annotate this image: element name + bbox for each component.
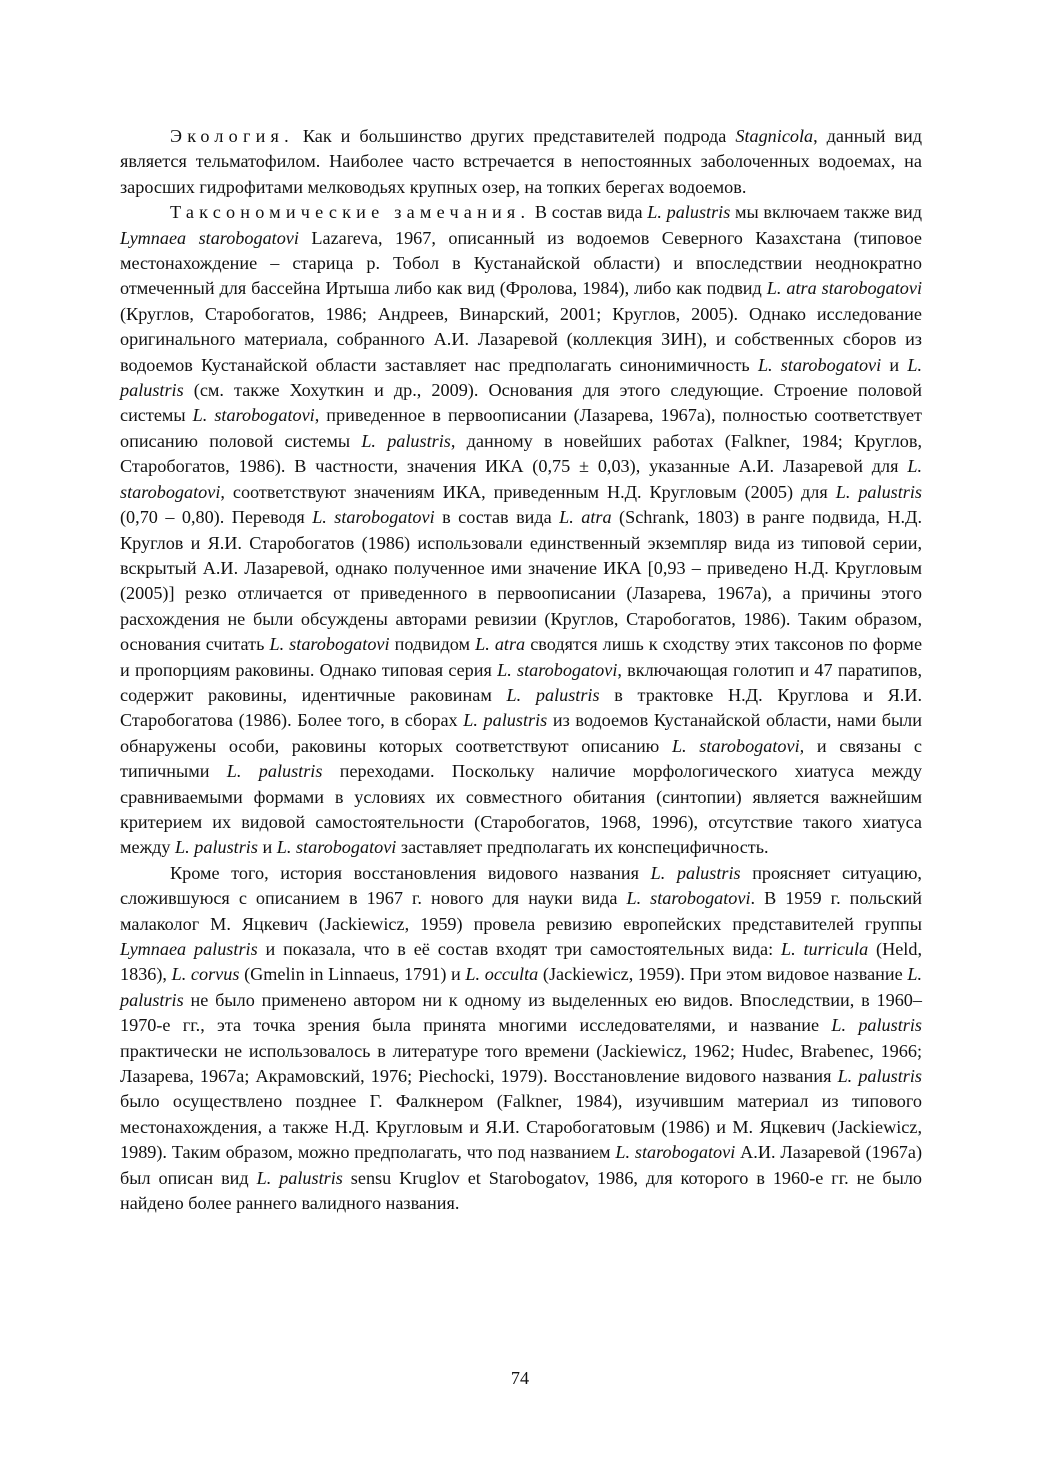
italic-taxon-name: L. corvus [171, 964, 240, 985]
italic-taxon-name: L. starobogatovi, [671, 735, 805, 756]
paragraph-taxonomic-remarks [120, 200, 922, 861]
text-run: мы включаем также вид [730, 202, 922, 223]
italic-taxon-name: L. palustris [835, 481, 922, 502]
text-run: В состав вида [530, 202, 648, 223]
italic-taxon-name: L. palustris [226, 761, 323, 782]
italic-taxon-name: L. palustris [647, 202, 731, 223]
paragraph-ecology [120, 124, 922, 200]
text-run: и [881, 354, 908, 375]
italic-taxon-name: Lymnaea starobogatovi [120, 227, 299, 248]
italic-taxon-name: L. palustris [256, 1167, 343, 1188]
text-run: проясняет ситуацию, сложившуюся с описанием в 1967 г. нового для науки вида [120, 862, 922, 909]
italic-taxon-name: L. palustris [506, 684, 600, 705]
text-run: практически не использовалось в литературе того времени (Jackiewicz, 1962; Hudec, Brabenec, 1966; Лазарева, 1967а; Акрамовский, 1976; Piechocki, 1979). Восстановление видового названия [120, 1040, 922, 1087]
italic-taxon-name: L. starobogatovi [626, 888, 751, 909]
italic-taxon-name: L. turricula [781, 939, 869, 959]
text-run: в трактовке Н.Д. Круглова и Я.И. Старобогатова (1986). Более того, в сборах [120, 684, 923, 731]
document-body [120, 124, 922, 1216]
italic-taxon-name: L. starobogatovi [192, 405, 315, 426]
text-run: Как и большинство других представителей подрода [293, 126, 736, 146]
text-run: (Jackiewicz, 1959). При этом видовое название [538, 964, 908, 985]
text-run: подвидом [389, 634, 476, 655]
text-run: и показала, что в её состав входят три самостоятельных вида: [257, 939, 781, 959]
page-number: 74 [510, 1368, 530, 1388]
italic-taxon-name: L. palustris [120, 964, 922, 1010]
text-run: и [257, 837, 277, 858]
italic-taxon-name: L. starobogatovi [497, 659, 618, 680]
text-run: , данному в новейших работах (Falkner, 1984; Круглов, Старобогатов, 1986). В частности, значения ИКА (0,75 ± 0,03), указанные А.И. Лазаревой для [120, 430, 922, 477]
text-run: sensu Kruglov et Starobogatov, 1986, для которого в 1960-е гг. не было найдено более раннего валидного названия. [120, 1167, 923, 1214]
italic-taxon-name: L. palustris [120, 354, 923, 401]
italic-taxon-name: L. atra [475, 634, 526, 655]
section-heading-inline: Экология. [170, 126, 294, 146]
text-run: А.И. Лазаревой (1967а) был описан вид [120, 1142, 923, 1188]
text-run: переходами. Поскольку наличие морфологического хиатуса между сравниваемыми формами в условиях их совместного обитания (синтопии) является важнейшим критерием их видовой самостоятельности (Старобогатов, 1968, 1996), отсутствие такого хиатуса между [120, 761, 922, 858]
italic-taxon-name: L. palustris [837, 1066, 923, 1087]
text-run: было осуществлено позднее Г. Фалкнером (Falkner, 1984), изучившим материал из типового местонахождения, а также Н.Д. Кругловым и Я.И. Старобогатовым (1986) и М. Яцкевич (Jackiewicz, 1989). Таким образом, можно предполагать, что под названием [120, 1091, 922, 1163]
italic-taxon-name: L. starobogatovi [269, 634, 390, 655]
text-run: (0,70 – 0,80). Переводя [120, 507, 313, 528]
text-run: (Круглов, Старобогатов, 1986; Андреев, Винарский, 2001; Круглов, 2005). Однако исследование оригинального материала, собранного А.И. Лазаревой (коллекция ЗИН), и собственных сборов из водоемов Кустанайской области заставляет нас предполагать синонимичность [120, 303, 922, 375]
italic-taxon-name: L. starobogatovi [615, 1142, 736, 1163]
text-run: . В 1959 г. польский малаколог М. Яцкевич (Jackiewicz, 1959) провела ревизию европейских представителей группы [120, 888, 922, 934]
text-run: (Held, 1836), [120, 939, 922, 985]
italic-taxon-name: L. starobogatovi [276, 837, 397, 858]
italic-taxon-name: Stagnicola [735, 126, 814, 146]
text-run: , включающая голотип и 47 паратипов, содержит раковины, идентичные раковинам [120, 659, 922, 705]
paragraph-name-history [120, 861, 922, 1217]
section-heading-inline: Таксономические замечания. [170, 202, 531, 223]
italic-taxon-name: L. palustris [361, 430, 451, 451]
italic-taxon-name: L. starobogatovi [312, 507, 435, 528]
text-run: сводятся лишь к сходству этих таксонов по форме и пропорциям раковины. Однако типовая серия [120, 634, 923, 680]
text-run: , соответствуют значениям ИКА, приведенным Н.Д. Кругловым (2005) для [220, 481, 836, 502]
text-run: Кроме того, история восстановления видового названия [170, 862, 651, 883]
italic-taxon-name: L. palustris [831, 1015, 922, 1036]
text-run: в состав вида [434, 507, 560, 528]
italic-taxon-name: L. palustris [463, 710, 548, 731]
italic-taxon-name: L. palustris [175, 837, 258, 858]
text-run: (Gmelin in Linnaeus, 1791) и [239, 964, 466, 985]
italic-taxon-name: L. palustris [650, 862, 741, 883]
text-run: не было применено автором ни к одному из выделенных ею видов. Впоследствии, в 1960–1970-е гг., эта точка зрения была принята многими исследователями, и название [120, 989, 922, 1036]
text-run: (Schrank, 1803) в ранге подвида, Н.Д. Круглов и Я.И. Старобогатов (1986) использовали единственный экземпляр вида из типовой серии, вскрытый А.И. Лазаревой, однако полученное ими значение ИКА [0,93 – приведено Н.Д. Кругловым (2005)] резко отличается от приведенного в первоописании (Лазарева, 1967а), а причины этого расхождения не были обсуждены авторами ревизии (Круглов, Старобогатов, 1986). Таким образом, основания считать [120, 507, 923, 655]
italic-taxon-name: Lymnaea palustris [120, 939, 258, 959]
italic-taxon-name: L. starobogatovi [757, 354, 882, 375]
italic-taxon-name: L. starobogatovi [120, 456, 922, 502]
text-run: и связаны с типичными [120, 735, 922, 782]
text-run: (см. также Хохуткин и др., 2009). Основания для этого следующие. Строение половой системы [120, 380, 922, 426]
italic-taxon-name: L. atra starobogatovi [766, 278, 922, 299]
text-run: Lazareva, 1967, описанный из водоемов Северного Казахстана (типовое местонахождение – старица р. Тобол в Кустанайской области) и впоследствии неоднократно отмеченный для бассейна Иртыша либо как вид (Фролова, 1984), либо как подвид [120, 227, 922, 299]
italic-taxon-name: L. occulta [465, 964, 539, 985]
text-run: , данный вид является тельматофилом. Наиболее часто встречается в непостоянных заболоченных водоемах, на заросших гидрофитами мелководьях крупных озер, на топких берегах водоемов. [120, 126, 922, 197]
text-run: заставляет предполагать их конспецифичность. [396, 837, 769, 858]
italic-taxon-name: L. atra [559, 507, 612, 528]
text-run: , приведенное в первоописании (Лазарева, 1967а), полностью соответствует описанию половой системы [120, 405, 922, 451]
text-run: из водоемов Кустанайской области, нами были обнаружены особи, раковины которых соответствуют описанию [120, 710, 922, 756]
